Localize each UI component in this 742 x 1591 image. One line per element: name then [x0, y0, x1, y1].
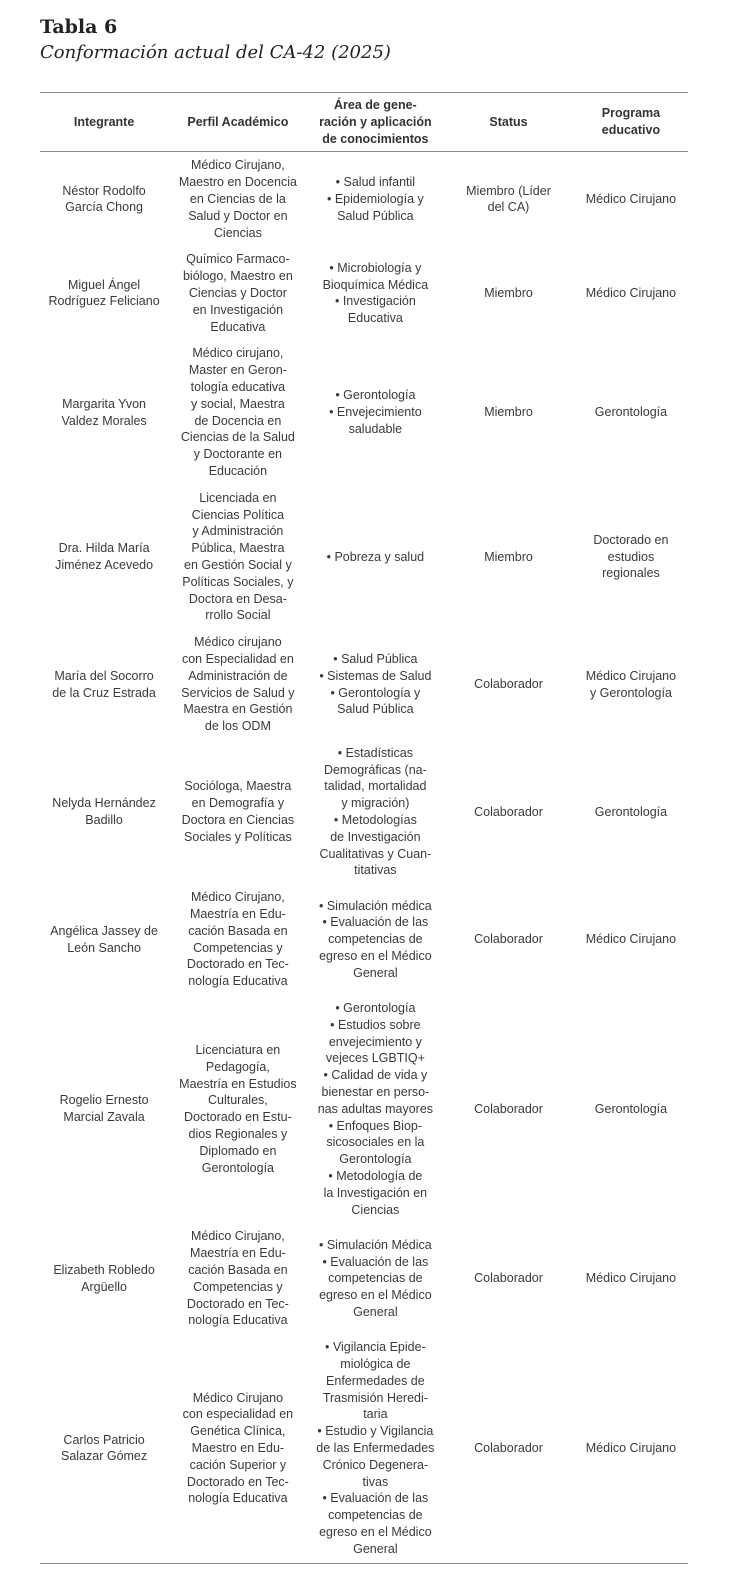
text-line: Gerontología [339, 1152, 412, 1167]
text-line: nología Educativa [188, 974, 288, 989]
cell-programa [574, 629, 688, 740]
text-line: Doctorado en [593, 532, 669, 547]
text-line: • Salud Pública [333, 651, 418, 666]
header-perfil [168, 93, 307, 152]
text-line: Salud Pública [337, 702, 414, 717]
text-line: • Pobreza y salud [326, 549, 425, 564]
text-line: Miguel Ángel [67, 277, 141, 292]
cell-status [443, 629, 574, 740]
text-line: Gerontología [594, 1101, 668, 1116]
table-body [40, 152, 688, 1563]
text-line: • Simulación médica [318, 898, 432, 913]
text-line: Licenciada en [199, 490, 277, 505]
text-line: Educativa [347, 311, 403, 326]
text-line: Dra. Hilda María [58, 541, 150, 556]
text-line: Rodríguez Feliciano [48, 294, 160, 309]
text-line: • Vigilancia Epide- [325, 1340, 426, 1355]
text-line: Demográficas (na- [323, 762, 427, 777]
text-line: Área de gene- [334, 98, 417, 112]
text-line: • Metodología de [328, 1169, 423, 1184]
text-line: Status [489, 114, 528, 129]
cell-perfil [168, 629, 307, 740]
cell-perfil [168, 740, 307, 884]
text-line: General [353, 965, 398, 980]
text-line: • Sistemas de Salud [319, 668, 432, 683]
text-line: Trasmisión Heredi- [322, 1390, 428, 1405]
text-line: Salud Pública [337, 208, 414, 223]
cell-integrante [40, 485, 168, 629]
text-line: Doctora en Desa- [188, 591, 287, 606]
text-line: cación Superior y [189, 1457, 287, 1472]
text-line: General [353, 1541, 398, 1556]
text-line: tivas [362, 1474, 389, 1489]
cell-area [308, 1334, 444, 1563]
text-line: Master en Geron- [188, 363, 287, 378]
cell-perfil [168, 1334, 307, 1563]
text-line: educativo [601, 123, 661, 138]
text-line: Pedagogía, [205, 1059, 270, 1074]
text-line: y Administración [192, 524, 284, 539]
text-line: Salud y Doctor en [188, 208, 288, 223]
cell-programa [574, 152, 688, 246]
cell-perfil [168, 1223, 307, 1334]
text-line: • Estudios sobre [330, 1017, 421, 1032]
cell-integrante [40, 1334, 168, 1563]
header-integrante [40, 93, 168, 152]
cell-integrante [40, 1223, 168, 1334]
cell-status [443, 485, 574, 629]
text-line: • Microbiología y [329, 260, 422, 275]
text-line: cación Basada en [188, 923, 288, 938]
text-line: Administración de [188, 668, 288, 683]
header-area [308, 93, 444, 152]
cell-area [308, 485, 444, 629]
text-line: con Especialidad en [181, 651, 294, 666]
text-line: envejecimiento y [328, 1034, 422, 1049]
text-line: Competencias y [193, 940, 283, 955]
text-line: y Gerontología [589, 685, 672, 700]
text-line: de conocimientos [322, 131, 429, 146]
text-line: Miembro [484, 549, 533, 564]
text-line: • Envejecimiento [329, 405, 422, 420]
text-line: Bioquímica Médica [322, 277, 429, 292]
text-line: General [353, 1304, 398, 1319]
text-line: dios Regionales y [188, 1127, 288, 1142]
text-line: Pública, Maestra [191, 541, 285, 556]
text-line: vejeces LGBTIQ+ [325, 1051, 425, 1066]
text-line: Sociales y Políticas [184, 829, 292, 844]
text-line: Colaborador [474, 1101, 543, 1116]
text-line: Miembro [484, 405, 533, 420]
text-line: Carlos Patricio [63, 1432, 145, 1447]
text-line: María del Socorro [54, 668, 154, 683]
text-line: • Gerontología [335, 1001, 416, 1016]
text-line: Genética Clínica, [190, 1424, 286, 1439]
text-line: y social, Maestra [190, 396, 285, 411]
text-line: Competencias y [193, 1279, 283, 1294]
text-line: de la Cruz Estrada [52, 685, 156, 700]
text-line: Ciencias y Doctor [188, 285, 287, 300]
cell-integrante [40, 340, 168, 484]
cell-area [308, 340, 444, 484]
text-line: Maestra en Gestión [183, 702, 293, 717]
text-line: nología Educativa [188, 1491, 288, 1506]
cell-programa [574, 1223, 688, 1334]
text-line: Educación [208, 463, 268, 478]
text-line: Doctorado en Tec- [186, 1296, 289, 1311]
text-line: taria [363, 1407, 388, 1422]
cell-programa [574, 246, 688, 340]
text-line: Ciencias [351, 1202, 400, 1217]
table-caption [40, 14, 391, 66]
text-line: Angélica Jassey de [50, 923, 158, 938]
cell-area [308, 884, 444, 995]
text-line: Médico cirujano [194, 635, 282, 650]
text-line: Médico Cirujano [585, 1440, 677, 1455]
table-row [40, 884, 688, 995]
cell-integrante [40, 995, 168, 1223]
text-line: • Estudio y Vigilancia [317, 1424, 434, 1439]
text-line: León Sancho [67, 940, 141, 955]
cell-area [308, 995, 444, 1223]
cell-area [308, 1223, 444, 1334]
cell-area [308, 629, 444, 740]
cell-integrante [40, 246, 168, 340]
text-line: Perfil Académico [187, 114, 289, 129]
text-line: Médico Cirujano, [190, 890, 285, 905]
text-line: Badillo [85, 813, 123, 828]
cell-programa [574, 485, 688, 629]
text-line: Enfermedades de [326, 1373, 425, 1388]
text-line: Néstor Rodolfo [62, 183, 146, 198]
table-title: Conformación actual del CA-42 (2025) [40, 42, 391, 63]
text-line: Políticas Sociales, y [182, 574, 294, 589]
text-line: • Evaluación de las [322, 1254, 429, 1269]
cell-programa [574, 884, 688, 995]
text-line: regionales [602, 566, 660, 581]
cell-integrante [40, 152, 168, 246]
text-line: • Gerontología y [330, 685, 421, 700]
text-line: rrollo Social [205, 608, 271, 623]
text-line: Maestro en Docencia [178, 175, 297, 190]
header-row [40, 93, 688, 152]
text-line: Médico cirujano, [192, 346, 284, 361]
text-line: en Gestión Social y [184, 557, 292, 572]
cell-programa [574, 740, 688, 884]
cell-perfil [168, 995, 307, 1223]
cell-perfil [168, 152, 307, 246]
text-line: • Simulación Médica [318, 1237, 432, 1252]
members-table [40, 92, 688, 1564]
text-line: bienestar en perso- [321, 1085, 430, 1100]
text-line: nología Educativa [188, 1313, 288, 1328]
text-line: de Docencia en [194, 413, 282, 428]
text-line: nas adultas mayores [317, 1101, 434, 1116]
header-programa [574, 93, 688, 152]
text-line: con especialidad en [182, 1407, 294, 1422]
text-line: Médico Cirujano [585, 1271, 677, 1286]
text-line: Gerontología [594, 405, 668, 420]
table-row [40, 485, 688, 629]
header-status [443, 93, 574, 152]
text-line: egreso en el Médico [319, 949, 432, 964]
text-line: de Investigación [330, 829, 421, 844]
text-line: Colaborador [474, 1440, 543, 1455]
text-line: • Investigación [334, 294, 416, 309]
text-line: Médico Cirujano [585, 191, 677, 206]
text-line: Médico Cirujano, [190, 158, 285, 173]
text-line: miológica de [340, 1356, 411, 1371]
text-line: Ciencias [213, 225, 262, 240]
text-line: Valdez Morales [61, 413, 147, 428]
text-line: García Chong [65, 200, 143, 215]
text-line: Cualitativas y Cuan- [319, 846, 432, 861]
table-row [40, 340, 688, 484]
text-line: de los ODM [204, 719, 271, 734]
cell-integrante [40, 884, 168, 995]
text-line: egreso en el Médico [319, 1288, 432, 1303]
text-line: Gerontología [201, 1160, 275, 1175]
table-row [40, 629, 688, 740]
text-line: • Calidad de vida y [323, 1068, 428, 1083]
text-line: en Demografía y [191, 796, 285, 811]
text-line: la Investigación en [323, 1185, 428, 1200]
text-line: Ciencias Política [191, 507, 285, 522]
table-row [40, 995, 688, 1223]
text-line: Jiménez Acevedo [55, 557, 154, 572]
text-line: Colaborador [474, 932, 543, 947]
cell-status [443, 340, 574, 484]
text-line: Médico Cirujano [585, 932, 677, 947]
table-row [40, 246, 688, 340]
text-line: Miembro (Líder [466, 183, 551, 198]
text-line: tología educativa [190, 379, 286, 394]
text-line: Licenciatura en [195, 1043, 281, 1058]
text-line: en Ciencias de la [189, 191, 286, 206]
text-line: Maestría en Edu- [189, 1246, 286, 1261]
text-line: • Estadísticas [337, 745, 413, 760]
text-line: • Metodologías [333, 813, 417, 828]
text-line: • Epidemiología y [326, 191, 424, 206]
table-row [40, 152, 688, 246]
text-line: sicosociales en la [326, 1135, 425, 1150]
cell-area [308, 740, 444, 884]
text-line: Médico Cirujano [585, 285, 677, 300]
text-line: Nelyda Hernández [52, 796, 156, 811]
text-line: Doctora en Ciencias [181, 813, 295, 828]
text-line: biólogo, Maestro en [182, 269, 293, 284]
text-line: competencias de [328, 932, 423, 947]
text-line: estudios [607, 549, 655, 564]
text-line: en Investigación [192, 302, 284, 317]
text-line: Químico Farmaco- [186, 252, 290, 267]
text-line: saludable [348, 421, 403, 436]
text-line: Servicios de Salud y [181, 685, 295, 700]
text-line: Médico Cirujano [585, 668, 677, 683]
text-line: egreso en el Médico [319, 1524, 432, 1539]
table-row [40, 740, 688, 884]
text-line: ración y aplicación [319, 114, 432, 129]
text-line: Ciencias de la Salud [180, 430, 295, 445]
text-line: cación Basada en [188, 1263, 288, 1277]
text-line: Educativa [210, 319, 266, 334]
text-line: Colaborador [474, 1271, 543, 1286]
cell-area [308, 152, 444, 246]
cell-integrante [40, 740, 168, 884]
text-line: • Salud infantil [335, 175, 416, 190]
text-line: Programa [601, 106, 661, 121]
text-line: Médico Cirujano, [190, 1229, 285, 1244]
text-line: Elizabeth Robledo [53, 1263, 155, 1277]
text-line: Doctorado en Estu- [184, 1110, 292, 1125]
text-line: • Gerontología [335, 388, 416, 403]
text-line: titativas [354, 863, 397, 878]
cell-integrante [40, 629, 168, 740]
text-line: competencias de [328, 1271, 423, 1286]
text-line: Argüello [81, 1279, 127, 1294]
text-line: Crónico Degenera- [322, 1457, 429, 1472]
text-line: talidad, mortalidad [324, 779, 427, 794]
cell-programa [574, 1334, 688, 1563]
cell-perfil [168, 246, 307, 340]
text-line: Rogelio Ernesto [59, 1093, 149, 1108]
text-line: y migración) [341, 796, 410, 811]
text-line: del CA) [487, 200, 530, 215]
text-line: • Evaluación de las [322, 915, 429, 930]
text-line: Miembro [484, 285, 533, 300]
cell-perfil [168, 485, 307, 629]
text-line: Maestría en Edu- [189, 907, 286, 922]
cell-status [443, 740, 574, 884]
text-line: Maestro en Edu- [191, 1440, 285, 1455]
text-line: Maestría en Estudios [179, 1076, 297, 1091]
text-line: Integrante [73, 114, 135, 129]
text-line: Socióloga, Maestra [184, 779, 292, 794]
text-line: Diplomado en [199, 1143, 277, 1158]
cell-area [308, 246, 444, 340]
cell-status [443, 246, 574, 340]
cell-status [443, 884, 574, 995]
cell-perfil [168, 884, 307, 995]
table-row [40, 1334, 688, 1563]
text-line: competencias de [328, 1508, 423, 1523]
cell-programa [574, 995, 688, 1223]
cell-programa [574, 340, 688, 484]
text-line: Doctorado en Tec- [186, 957, 289, 972]
cell-perfil [168, 340, 307, 484]
text-line: y Doctorante en [193, 447, 282, 462]
cell-status [443, 995, 574, 1223]
cell-status [443, 1223, 574, 1334]
text-line: Doctorado en Tec- [186, 1474, 289, 1489]
table-row [40, 1223, 688, 1334]
text-line: • Enfoques Biop- [328, 1118, 423, 1133]
cell-status [443, 152, 574, 246]
text-line: Médico Cirujano [192, 1390, 284, 1405]
text-line: Margarita Yvon [62, 396, 146, 411]
text-line: Colaborador [474, 804, 543, 819]
text-line: Marcial Zavala [63, 1110, 145, 1125]
text-line: Colaborador [474, 677, 543, 692]
table-number: Tabla 6 [40, 16, 118, 38]
text-line: Salazar Gómez [60, 1449, 148, 1464]
text-line: Culturales, [208, 1093, 268, 1108]
text-line: de las Enfermedades [316, 1440, 435, 1455]
cell-status [443, 1334, 574, 1563]
text-line: Gerontología [594, 804, 668, 819]
text-line: • Evaluación de las [322, 1491, 429, 1506]
